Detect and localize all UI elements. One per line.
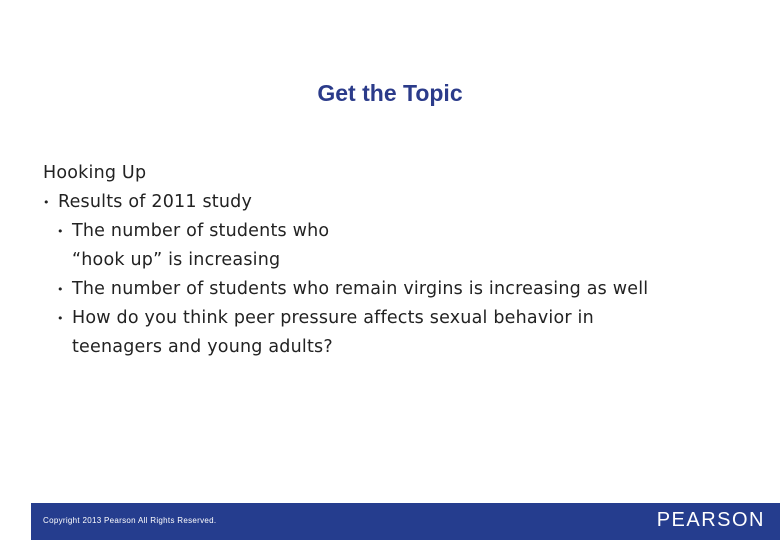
bullet-icon: • <box>57 225 64 238</box>
bullet-continuation <box>43 246 763 275</box>
slide-body <box>43 159 763 362</box>
heading-text: Hooking Up <box>43 163 147 183</box>
bullet-item-results <box>43 188 763 217</box>
footer-bar <box>31 503 780 540</box>
bullet-text: Results of 2011 study <box>58 192 253 212</box>
slide-title: Get the Topic <box>317 80 463 106</box>
bullet-text: “hook up” is increasing <box>72 250 281 270</box>
bullet-icon: • <box>43 196 50 209</box>
pearson-logo: PEARSON <box>656 509 765 531</box>
bullet-text: How do you think peer pressure affects sexual behavior in <box>72 308 594 328</box>
copyright-notice: Copyright 2013 Pearson All Rights Reserved. <box>43 516 217 525</box>
bullet-continuation <box>43 333 763 362</box>
bullet-text: The number of students who remain virgins is increasing as well <box>72 279 649 299</box>
bullet-item-peer-pressure <box>43 304 763 333</box>
bullet-text: The number of students who <box>72 221 330 241</box>
bullet-icon: • <box>57 312 64 325</box>
bullet-item-hookup <box>43 217 763 246</box>
bullet-item-virgins <box>43 275 763 304</box>
heading-line <box>43 159 763 188</box>
bullet-text: teenagers and young adults? <box>72 337 333 357</box>
bullet-icon: • <box>57 283 64 296</box>
